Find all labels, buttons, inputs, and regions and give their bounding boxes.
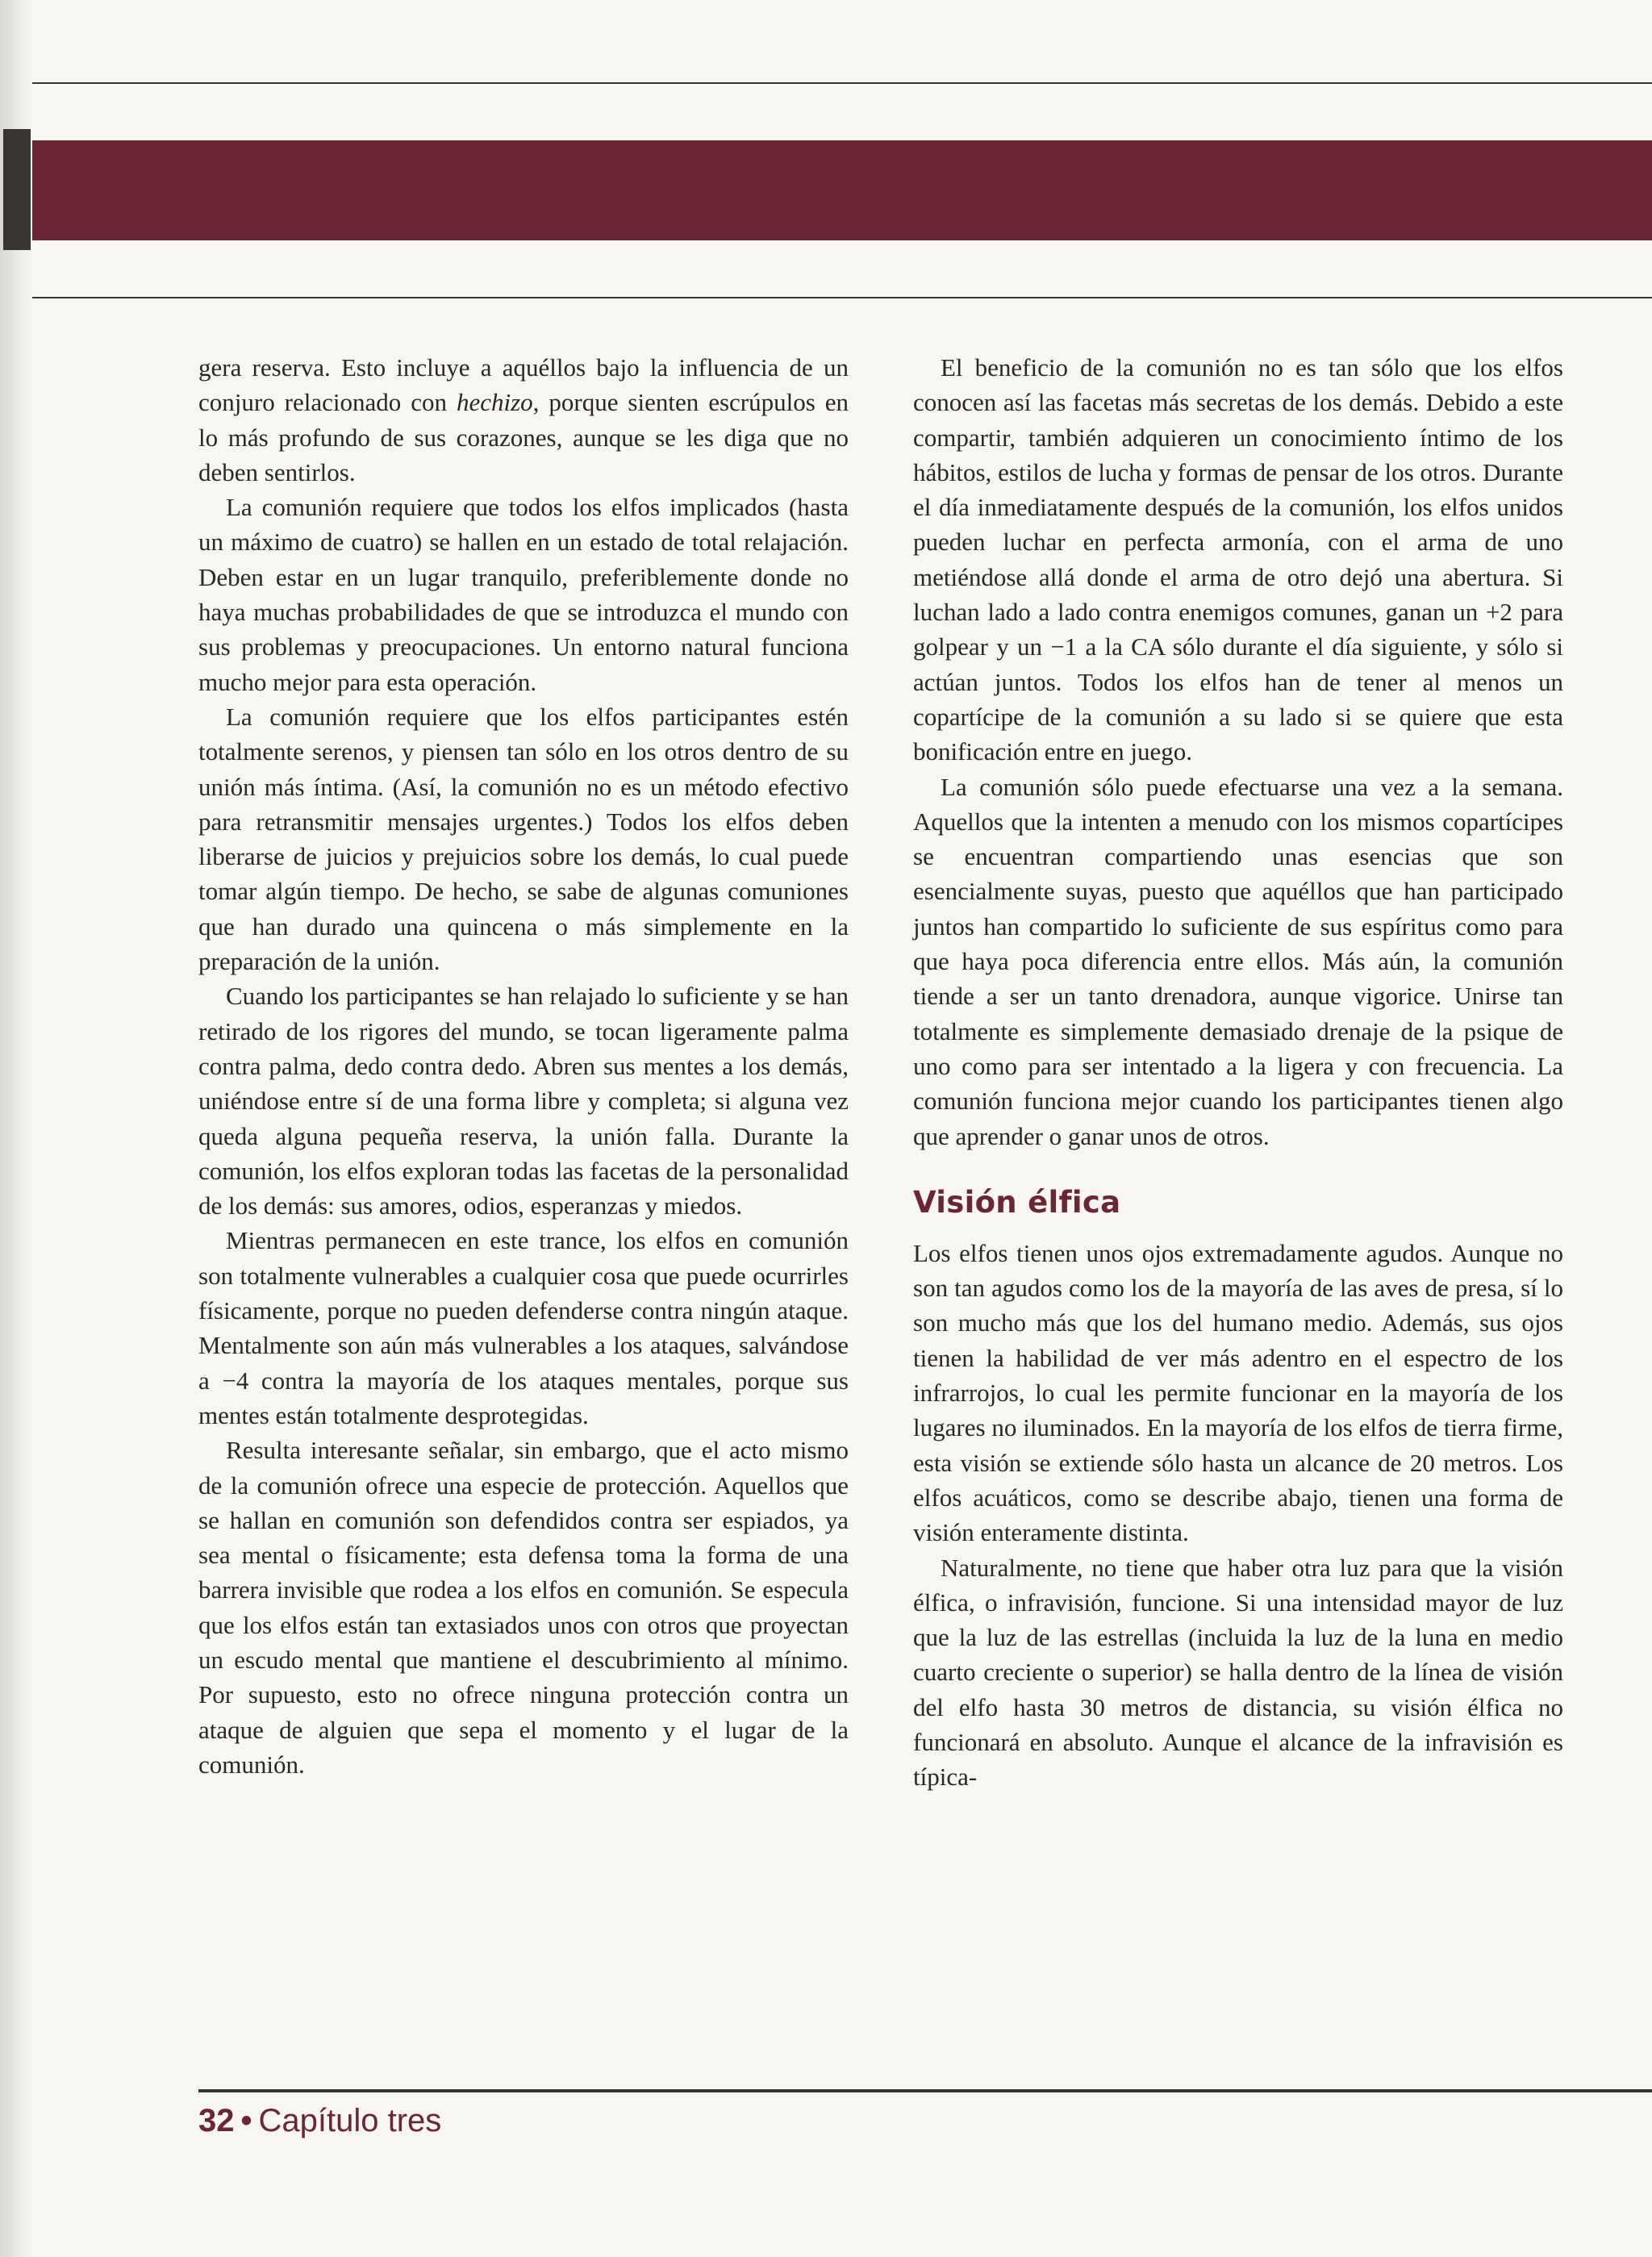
paragraph: El beneficio de la comunión no es tan sólo que los elfos conocen así las facetas más secretas de los demás. Debido a este compartir, también adquieren un conocimiento íntimo de los hábitos, estilos de lucha y formas de pensar de los otros. Durante el día inmediatamente después de la comunión, los elfos unidos pueden luchar en perfecta armonía, con el arma de uno metiéndose allá donde el arma de otro dejó una abertura. Si luchan lado a lado contra enemigos comunes, ganan un +2 para golpear y un −1 a la CA sólo durante el día siguiente, y sólo si actúan juntos. Todos los elfos han de tener al menos un copartícipe de la comunión a su lado si se quiere que esta bonificación entre en juego. — [913, 353, 1563, 766]
paragraph: La comunión sólo puede efectuarse una vez a la semana. Aquellos que la intenten a menudo con los mismos copartícipes se encuentran compartiendo unas esencias que son esencialmente suyas, puesto que aquéllos que han participado juntos han compartido lo suficiente de sus espíritus como para que haya poca diferencia entre ellos. Más aún, la comunión tiende a ser un tanto drenadora, aunque vigorice. Unirse tan totalmente es simplemente demasiado drenaje de la psique de uno como para ser intentado a la ligera y con frecuencia. La comunión funciona mejor cuando los participantes tienen algo que aprender o ganar unos de otros. — [913, 772, 1563, 1150]
paragraph: Los elfos tienen unos ojos extremadamente agudos. Aunque no son tan agudos como los de la mayoría de las aves de presa, sí lo son mucho más que los del humano medio. Además, sus ojos tienen la habilidad de ver más adentro en el espectro de los infrarrojos, lo cual les permite funcionar en la mayoría de los lugares no iluminados. En la mayoría de los elfos de tierra firme, esta visión se extiende sólo hasta un alcance de 20 metros. Los elfos acuáticos, como se describe abajo, tienen una forma de visión enteramente distinta. — [913, 1238, 1563, 1547]
paragraph: gera reserva. Esto incluye a aquéllos bajo la influencia de un conjuro relacionado con hechizo, porque sienten escrúpulos en lo más profundo de sus corazones, aunque se les diga que no deben sentirlos. — [198, 353, 849, 486]
header-band — [32, 140, 1652, 240]
chapter-title: Capítulo tres — [258, 2103, 442, 2138]
paragraph: La comunión requiere que los elfos participantes estén totalmente serenos, y piensen tan sólo en los otros dentro de su unión más íntima. (Así, la comunión no es un método efectivo para retransmitir mensajes urgentes.) Todos los elfos deben liberarse de juicios y prejuicios sobre los demás, lo cual puede tomar algún tiempo. De hecho, se sabe de algunas comuniones que han durado una quincena o más simplemente en la preparación de la unión. — [198, 702, 849, 976]
left-column — [198, 350, 849, 1782]
paragraph: La comunión requiere que todos los elfos implicados (hasta un máximo de cuatro) se hallen en un estado de total relajación. Deben estar en un lugar tranquilo, preferiblemente donde no haya muchas probabilidades de que se introduzca el mundo con sus problemas y preocupaciones. Un entorno natural funciona mucho mejor para esta operación. — [198, 493, 849, 696]
page-footer — [198, 2101, 441, 2141]
binding-mark — [3, 129, 31, 250]
header-rule-top — [32, 82, 1652, 84]
header-rule-bottom — [32, 297, 1652, 298]
right-column — [913, 350, 1563, 1795]
page-binding-edge — [0, 0, 32, 2257]
footer-rule — [198, 2089, 1652, 2092]
paragraph: Cuando los participantes se han relajado lo suficiente y se han retirado de los rigores del mundo, se tocan ligeramente palma contra palma, dedo contra dedo. Abren sus mentes a los demás, uniéndose entre sí de una forma libre y completa; si alguna vez queda alguna pequeña reserva, la unión falla. Durante la comunión, los elfos exploran todas las facetas de la personalidad de los demás: sus amores, odios, esperanzas y miedos. — [198, 982, 849, 1220]
page-number: 32 — [198, 2103, 235, 2138]
paragraph: Mientras permanecen en este trance, los elfos en comunión son totalmente vulnerables a cualquier cosa que puede ocurrirles físicamente, porque no pueden defenderse contra ningún ataque. Mentalmente son aún más vulnerables a los ataques, salvándose a −4 contra la mayoría de los ataques mentales, porque sus mentes están totalmente desprotegidas. — [198, 1226, 849, 1429]
section-heading: Visión élfica — [913, 1184, 1121, 1220]
paragraph: Resulta interesante señalar, sin embargo, que el acto mismo de la comunión ofrece una especie de protección. Aquellos que se hallan en comunión son defendidos contra ser espiados, ya sea mental o físicamente; esta defensa toma la forma de una barrera invisible que rodea a los elfos en comunión. Se especula que los elfos están tan extasiados unos con otros que proyectan un escudo mental que mantiene el descubrimiento al mínimo. Por supuesto, esto no ofrece ninguna protección contra un ataque de alguien que sepa el momento y el lugar de la comunión. — [198, 1436, 849, 1779]
paragraph: Naturalmente, no tiene que haber otra luz para que la visión élfica, o infravisión, funcione. Si una intensidad mayor de luz que la luz de las estrellas (incluida la luz de la luna en medio cuarto creciente o superior) se halla dentro de la línea de visión del elfo hasta 30 metros de distancia, su visión élfica no funcionará en absoluto. Aunque el alcance de la infravisión es típica- — [913, 1553, 1563, 1792]
spell-name: hechizo — [456, 388, 533, 417]
footer-separator: • — [240, 2103, 252, 2138]
